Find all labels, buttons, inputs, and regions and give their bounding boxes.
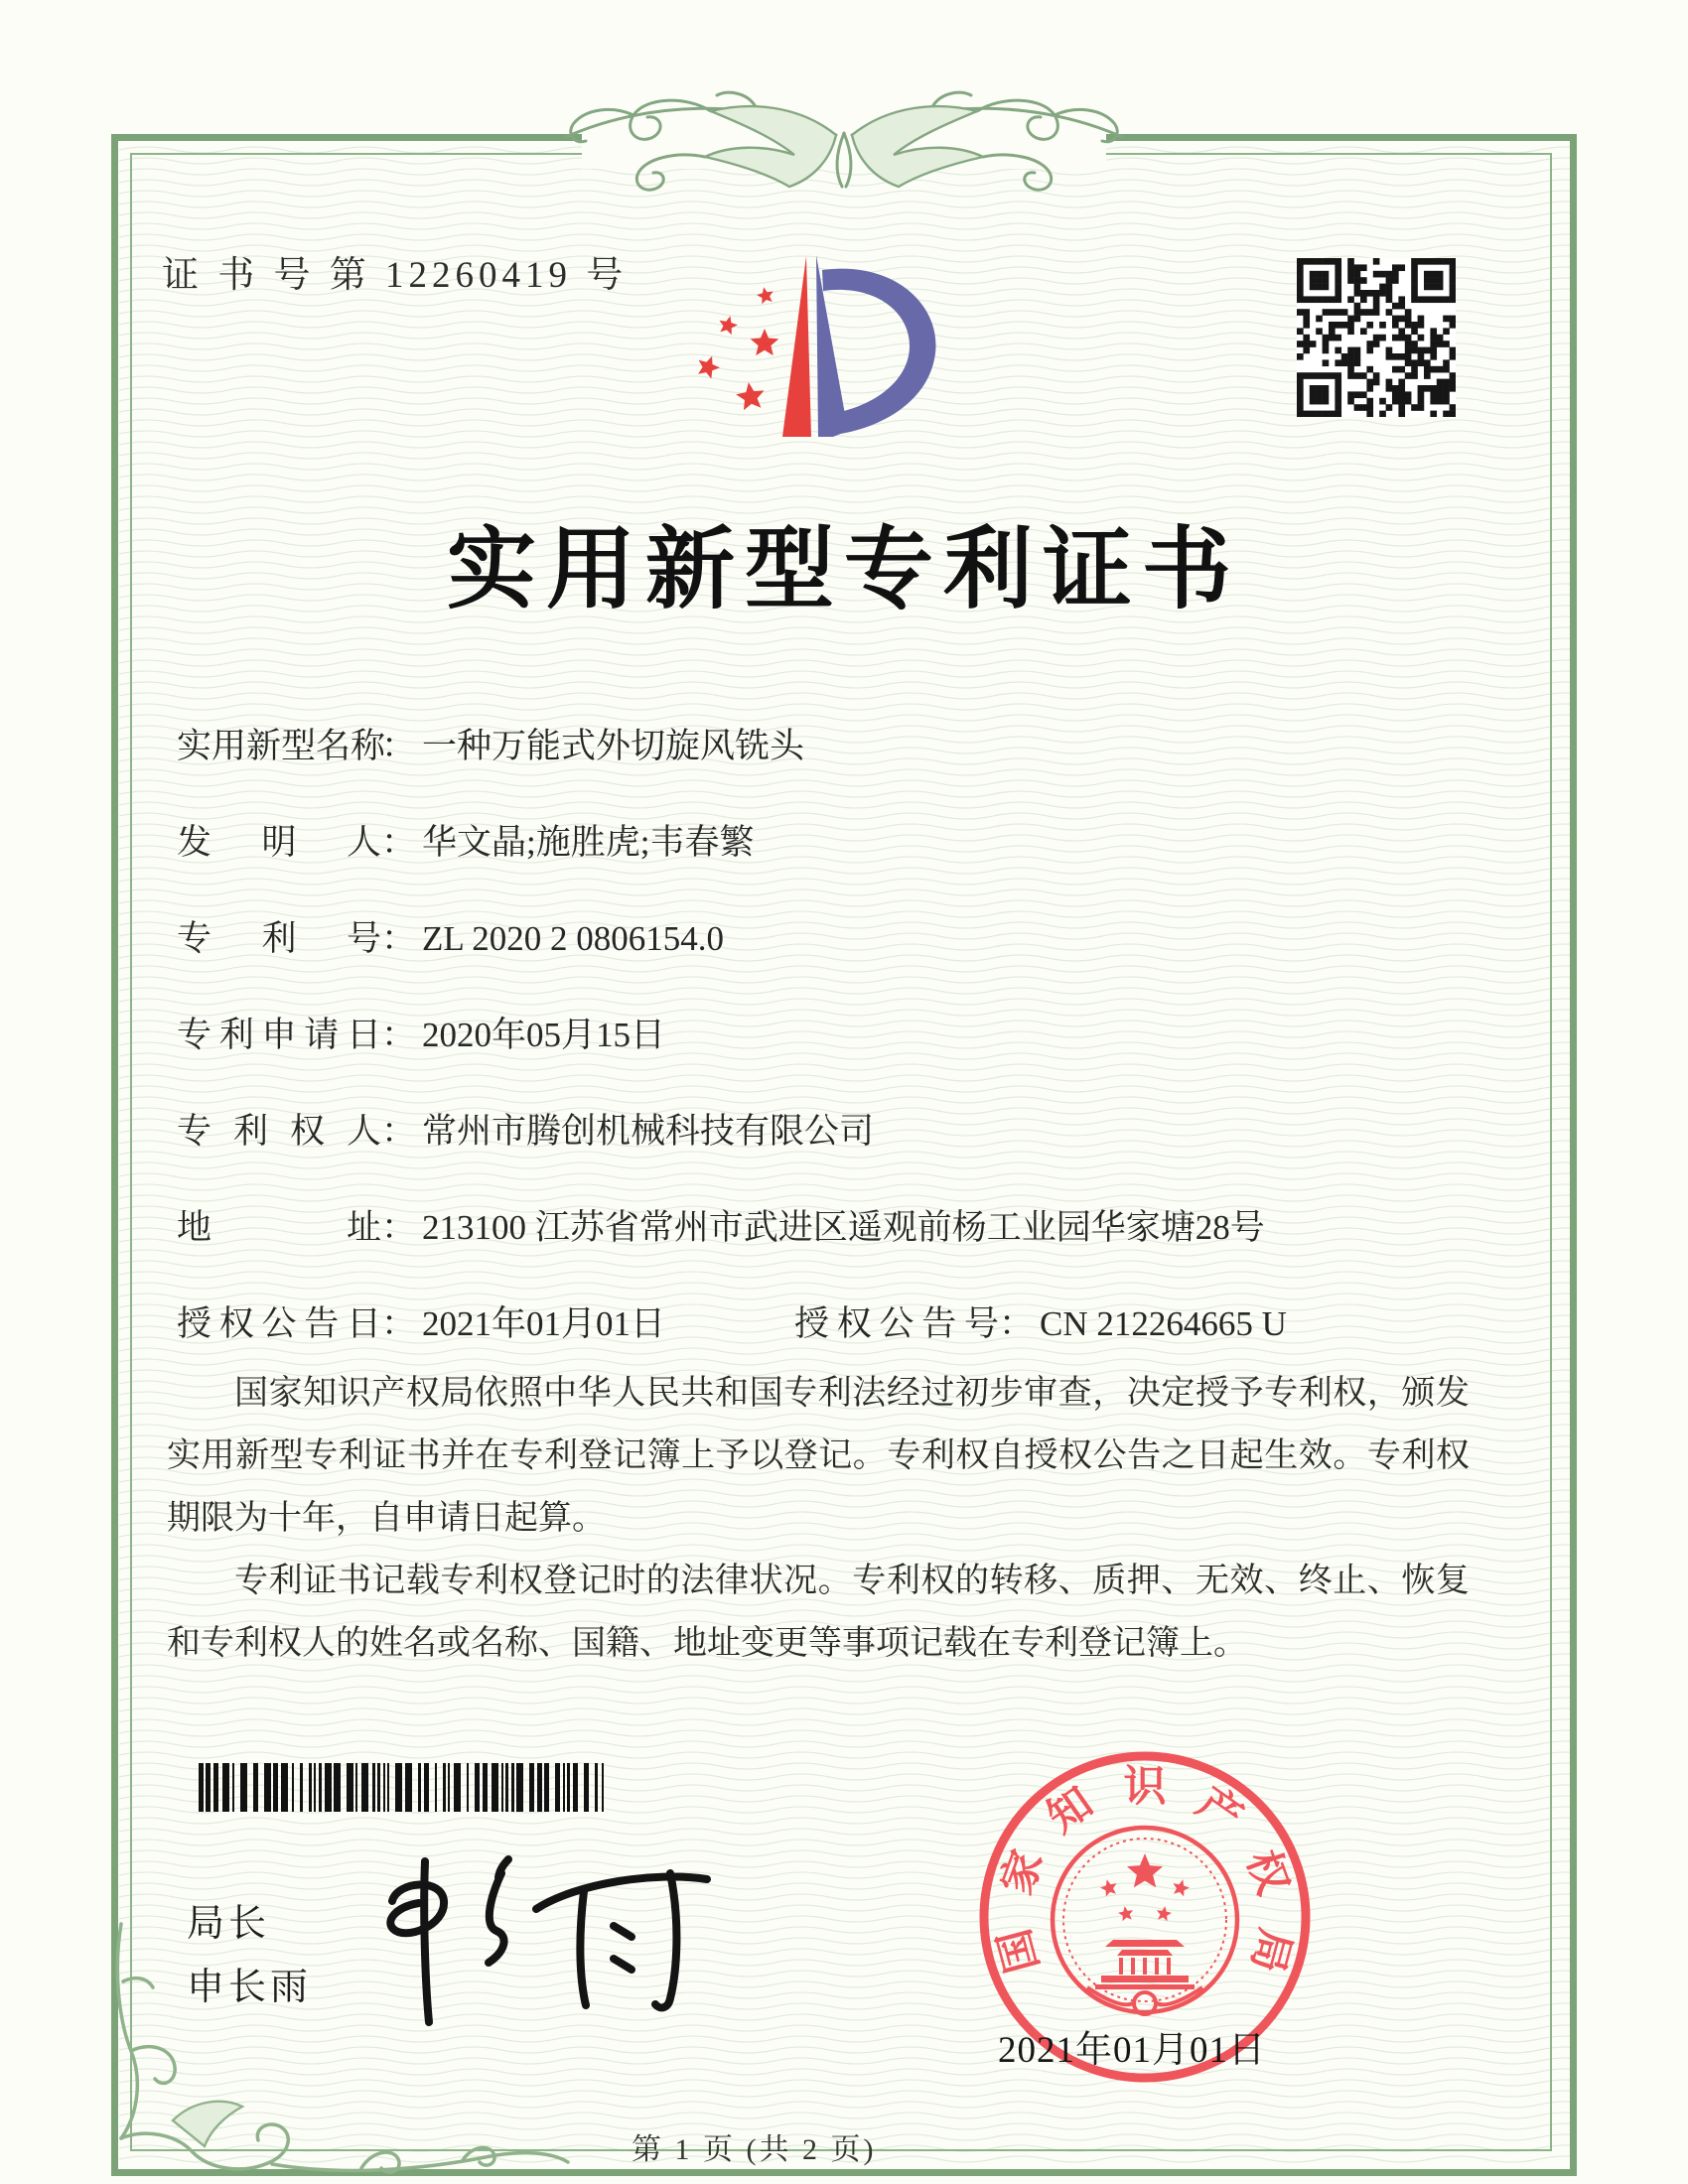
field-colon: ： [381,1112,417,1151]
field-colon: ： [999,1304,1035,1343]
barcode [199,1763,614,1812]
document-title: 实用新型专利证书 [447,521,1241,619]
field-value: 一种万能式外切旋风铣头 [422,727,805,765]
qr-code [1297,258,1456,417]
field-label: 授权公告号 [794,1304,999,1343]
field-colon: ： [381,919,417,958]
corner-vine-ornament [113,1922,580,2176]
commissioner-title: 局长 [187,1903,271,1945]
legal-paragraph-1: 国家知识产权局依照中华人民共和国专利法经过初步审查，决定授予专利权，颁发实用新型专利证书并在专利登记簿上予以登记。专利权自授权公告之日起生效。专利权期限为十年，自申请日起算。 [167,1375,1470,1537]
field-label: 实用新型名称 [177,727,386,765]
field-address [177,1200,1497,1250]
field-value: 213100 江苏省常州市武进区遥观前杨工业园华家塘28号 [422,1208,1265,1247]
field-patent-number [177,911,1497,961]
field-value: CN 212264665 U [1040,1304,1287,1343]
field-label: 发明人 [177,823,381,862]
field-grant-number [794,1297,1287,1346]
field-value: 2020年05月15日 [422,1016,666,1054]
svg-text:家: 家 [993,1844,1053,1901]
national-emblem [1095,1940,1195,1989]
field-inventors [177,815,1497,865]
logo-red-wedge [782,256,811,437]
field-utility-model-name [177,719,1497,768]
svg-text:国: 国 [991,1923,1049,1978]
seal-date: 2021年01月01日 [998,2030,1266,2071]
field-value: 华文晶;施胜虎;韦春繁 [422,823,755,862]
certificate-number: 证 书 号 第 12260419 号 [162,255,629,296]
field-colon: ： [381,727,417,765]
legal-paragraph-2: 专利证书记载专利权登记时的法律状况。专利权的转移、质押、无效、终止、恢复和专利权人的姓名或名称、国籍、地址变更等事项记载在专利登记簿上。 [167,1563,1470,1662]
field-patentee [177,1104,1497,1154]
page-footer: 第 1 页 (共 2 页) [632,2133,877,2166]
svg-text:识: 识 [1123,1763,1167,1811]
svg-text:局: 局 [1241,1923,1299,1978]
logo-stars [698,287,778,410]
field-colon: ： [381,1016,417,1054]
field-label: 专利权人 [177,1112,381,1151]
cnipa-logo [638,218,946,462]
svg-text:知: 知 [1039,1779,1102,1843]
field-label: 专利申请日 [177,1016,381,1054]
field-colon: ： [381,1208,417,1247]
field-label: 地址 [177,1208,381,1247]
field-value: 2021年01月01日 [422,1304,666,1343]
field-value: ZL 2020 2 0806154.0 [422,919,724,958]
field-label: 专利号 [177,919,381,958]
emblem-stars [1100,1853,1190,1921]
top-flourish-ornament [516,75,1172,197]
legal-text [167,1362,1470,1675]
commissioner-name: 申长雨 [187,1967,313,2008]
field-colon: ： [381,1304,417,1343]
field-label: 授权公告日 [177,1304,381,1343]
svg-text:产: 产 [1188,1779,1251,1843]
field-grant-date [177,1297,1497,1346]
field-value: 常州市腾创机械科技有限公司 [422,1112,875,1151]
field-colon: ： [381,823,417,862]
field-filing-date [177,1008,1497,1057]
svg-text:权: 权 [1237,1844,1297,1901]
